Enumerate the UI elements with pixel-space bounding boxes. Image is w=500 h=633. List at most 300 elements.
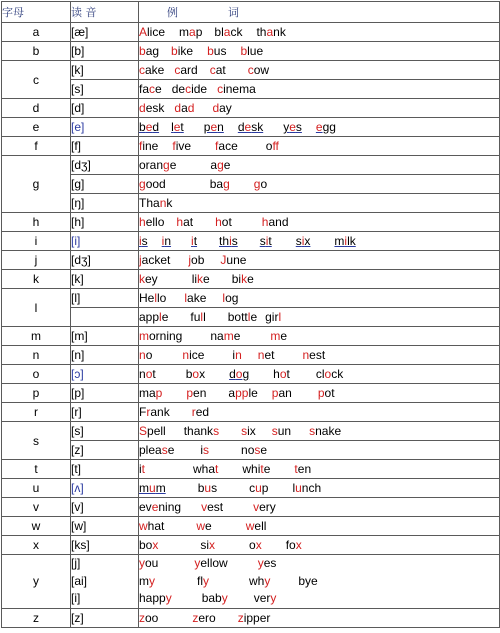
examples-cell xyxy=(139,23,500,42)
example-line xyxy=(139,422,499,440)
highlighted-letters: x xyxy=(209,538,216,552)
highlighted-letters: p xyxy=(155,386,163,400)
example-line xyxy=(139,590,499,608)
example-word xyxy=(200,536,215,554)
highlighted-letters: i xyxy=(161,234,165,248)
highlighted-letters: i xyxy=(139,234,142,248)
highlighted-letters: e xyxy=(244,120,252,134)
example-word xyxy=(193,460,218,478)
example-word xyxy=(139,346,152,364)
word-part: l xyxy=(171,120,174,134)
sound-symbol: [g] xyxy=(71,175,139,194)
word-part: m xyxy=(179,25,190,39)
word-part: o xyxy=(260,177,268,191)
table-row xyxy=(2,384,500,403)
example-word xyxy=(139,213,164,231)
highlighted-letters: l xyxy=(247,310,251,324)
example-word xyxy=(139,403,170,421)
example-word xyxy=(296,232,311,250)
word-part: m xyxy=(334,234,345,248)
highlighted-letters: d xyxy=(212,101,220,115)
examples-cell xyxy=(139,346,500,365)
example-word xyxy=(273,365,290,383)
sound-symbol: [ŋ] xyxy=(71,194,139,213)
word-part: i xyxy=(200,443,204,457)
word-part: cl xyxy=(315,367,325,381)
highlighted-letters: j xyxy=(188,253,192,267)
highlighted-letters: c xyxy=(185,82,192,96)
example-line xyxy=(139,175,499,193)
word-part: oo xyxy=(145,610,159,625)
letter-cell: n xyxy=(2,346,71,365)
highlighted-letters: f xyxy=(172,139,176,153)
word-part: e xyxy=(203,272,210,286)
example-word xyxy=(286,536,302,554)
table-row xyxy=(2,194,500,213)
word-part: pell xyxy=(147,424,166,438)
sound-symbol: [i] xyxy=(71,591,81,605)
letter-cell: o xyxy=(2,365,71,384)
sound-symbol: [z] xyxy=(71,441,139,460)
example-word xyxy=(334,232,355,250)
word-part: ma xyxy=(139,386,156,400)
highlighted-letters: x xyxy=(295,538,302,552)
highlighted-letters: c xyxy=(209,63,216,77)
word-part: t xyxy=(193,234,198,248)
example-line xyxy=(139,403,499,421)
word-part: n xyxy=(139,367,146,381)
word-part: lo xyxy=(157,291,167,305)
word-part: t xyxy=(268,234,272,248)
example-word xyxy=(191,232,197,250)
sound-cell xyxy=(71,555,139,609)
example-word xyxy=(253,498,276,516)
highlighted-letters: i xyxy=(301,234,305,248)
example-word xyxy=(266,137,279,155)
example-line xyxy=(139,61,499,79)
highlighted-letters: y xyxy=(221,591,228,605)
word-part: Tha xyxy=(139,196,160,210)
word-part: ive xyxy=(175,139,192,153)
example-word xyxy=(139,536,158,554)
example-line xyxy=(139,498,499,516)
example-word xyxy=(292,479,321,497)
highlighted-letters: l xyxy=(154,291,158,305)
word-part: ev xyxy=(139,500,152,514)
highlighted-letters: n xyxy=(159,196,167,210)
example-word xyxy=(139,517,164,535)
word-part: ob xyxy=(191,253,205,267)
word-part: t xyxy=(286,367,290,381)
highlighted-letters: g xyxy=(163,158,170,172)
example-line xyxy=(139,42,499,60)
highlighted-letters: s xyxy=(254,443,261,457)
example-word xyxy=(139,498,181,516)
table-row xyxy=(2,156,500,175)
highlighted-letters: e xyxy=(210,120,218,134)
word-part: ard xyxy=(180,63,198,77)
example-word xyxy=(265,308,281,326)
example-word xyxy=(192,403,209,421)
sound-symbol: [t] xyxy=(71,460,139,479)
highlighted-letters: g xyxy=(217,158,224,172)
example-line xyxy=(139,156,499,174)
word-part: ow xyxy=(253,63,270,77)
word-part: c xyxy=(249,481,256,495)
example-line xyxy=(139,270,499,288)
letter-cell: j xyxy=(2,251,71,270)
highlighted-letters: b xyxy=(207,44,214,58)
example-word xyxy=(214,23,242,41)
example-line xyxy=(139,536,499,554)
example-word xyxy=(179,23,202,41)
table-row xyxy=(2,42,500,61)
example-word xyxy=(309,422,341,440)
example-word xyxy=(139,308,168,326)
word-part: s xyxy=(295,234,302,248)
letter-cell: w xyxy=(2,517,71,536)
highlighted-letters: u xyxy=(149,481,156,495)
letter-cell: k xyxy=(2,270,71,289)
table-row xyxy=(2,251,500,270)
word-part: an xyxy=(278,386,292,400)
example-word xyxy=(192,609,215,627)
table-row xyxy=(2,555,500,609)
highlighted-letters: o xyxy=(235,367,243,381)
example-word xyxy=(207,42,226,60)
example-word xyxy=(210,327,240,345)
highlighted-letters: t xyxy=(294,462,298,476)
word-part: nake xyxy=(315,424,342,438)
example-word xyxy=(139,573,155,591)
sound-symbol xyxy=(71,308,139,327)
table-row xyxy=(2,137,500,156)
word-part: e xyxy=(263,462,271,476)
word-part: bl xyxy=(214,25,224,39)
sound-symbol: [n] xyxy=(71,346,139,365)
highlighted-letters: v xyxy=(253,500,260,514)
highlighted-letters: c xyxy=(139,63,145,77)
word-part: x xyxy=(199,367,206,381)
word-part: ake xyxy=(145,63,165,77)
example-word xyxy=(139,479,166,497)
example-word xyxy=(139,555,158,573)
example-word xyxy=(272,422,291,440)
word-part: o xyxy=(265,139,273,153)
header-example-b: 词 xyxy=(228,6,239,19)
highlighted-letters: u xyxy=(204,481,212,495)
word-part: m xyxy=(139,481,149,495)
highlighted-letters: s xyxy=(161,443,168,457)
header-row xyxy=(2,2,500,23)
word-part: ou xyxy=(145,556,159,570)
word-part: li xyxy=(191,272,198,286)
word-part: ipper xyxy=(243,610,271,625)
examples-cell xyxy=(139,498,500,517)
word-part: s xyxy=(211,481,218,495)
highlighted-letters: i xyxy=(191,234,194,248)
table-body xyxy=(2,23,500,628)
highlighted-letters: S xyxy=(139,424,148,438)
letter-cell: x xyxy=(2,536,71,555)
word-part: p xyxy=(261,481,269,495)
sound-symbol: [m] xyxy=(71,327,139,346)
sound-symbol: [z] xyxy=(71,608,139,627)
table-row xyxy=(2,308,500,327)
sound-symbol: [ks] xyxy=(71,536,139,555)
word-part: g xyxy=(242,367,250,381)
highlighted-letters: n xyxy=(257,348,265,362)
example-word xyxy=(197,573,209,591)
highlighted-letters: a xyxy=(266,25,274,39)
example-word xyxy=(139,422,166,440)
example-word xyxy=(139,80,162,98)
letter-cell: b xyxy=(2,42,71,61)
highlighted-letters: c xyxy=(149,82,156,96)
highlighted-letters: d xyxy=(174,101,182,115)
letter-cell: a xyxy=(2,23,71,42)
highlighted-letters: b xyxy=(171,44,178,58)
highlighted-letters: y xyxy=(149,573,155,588)
examples-cell xyxy=(139,384,500,403)
word-part: ero xyxy=(198,610,216,625)
highlighted-letters: o xyxy=(324,367,332,381)
example-word xyxy=(318,384,335,402)
word-part: e xyxy=(247,272,254,286)
highlighted-letters: e xyxy=(173,120,181,134)
sound-symbol: [dʒ] xyxy=(71,156,139,175)
highlighted-letters: r xyxy=(146,405,151,419)
examples-cell xyxy=(139,232,500,251)
example-word xyxy=(182,346,204,364)
example-line xyxy=(139,346,499,364)
example-word xyxy=(139,118,159,136)
highlighted-letters: b xyxy=(139,44,146,58)
example-word xyxy=(222,289,238,307)
highlighted-letters: w xyxy=(245,519,255,533)
word-part: une xyxy=(226,253,247,267)
example-word xyxy=(139,384,162,402)
highlighted-letters: l xyxy=(222,291,226,305)
word-part: o xyxy=(145,348,153,362)
example-word xyxy=(210,156,230,174)
word-part: at xyxy=(183,215,194,229)
sound-symbol: [i] xyxy=(71,232,139,251)
word-part: thank xyxy=(183,424,214,438)
letter-cell: c xyxy=(2,61,71,99)
word-part: e xyxy=(260,443,268,457)
word-part: whi xyxy=(242,462,261,476)
word-part: esk xyxy=(145,101,165,115)
word-part: e xyxy=(205,519,212,533)
example-line xyxy=(139,609,499,627)
letter-cell: f xyxy=(2,137,71,156)
sound-symbol: [p] xyxy=(71,384,139,403)
sound-symbol: [w] xyxy=(71,517,139,536)
word-part: ell xyxy=(254,519,267,533)
word-part: n xyxy=(217,120,224,134)
examples-cell xyxy=(139,118,500,137)
highlighted-letters: s xyxy=(241,424,248,438)
word-part: ay xyxy=(219,101,232,115)
example-word xyxy=(248,61,269,79)
highlighted-letters: w xyxy=(196,519,206,533)
example-line xyxy=(139,289,499,307)
highlighted-letters: ff xyxy=(272,139,279,153)
word-part: p xyxy=(203,120,211,134)
highlighted-letters: f xyxy=(139,139,143,153)
example-word xyxy=(270,327,287,345)
word-part: un xyxy=(277,424,292,438)
examples-cell xyxy=(139,308,500,327)
highlighted-letters: t xyxy=(141,462,146,476)
word-part: s xyxy=(295,120,302,134)
word-part: and xyxy=(268,215,289,229)
highlighted-letters: g xyxy=(223,177,230,191)
highlighted-letters: m xyxy=(223,329,234,343)
table-row xyxy=(2,99,500,118)
word-part: happ xyxy=(139,591,166,605)
letter-cell: y xyxy=(2,555,71,609)
example-word xyxy=(139,61,164,79)
sound-symbol: [s] xyxy=(71,422,139,441)
word-part: d xyxy=(237,120,245,134)
sound-symbol: [ai] xyxy=(71,573,88,588)
example-word xyxy=(232,270,254,288)
highlighted-letters: k xyxy=(241,272,248,286)
highlighted-letters: s xyxy=(203,443,210,457)
word-part: m xyxy=(139,573,149,588)
example-word xyxy=(241,422,256,440)
highlighted-letters: j xyxy=(139,253,142,267)
phonics-table xyxy=(1,1,500,628)
word-part: bi xyxy=(231,272,242,286)
word-part: d xyxy=(229,367,236,381)
highlighted-letters: o xyxy=(192,367,200,381)
letter-cell: v xyxy=(2,498,71,517)
header-example-a: 例 xyxy=(167,6,178,19)
sound-symbol: [k] xyxy=(71,61,139,80)
letter-cell: e xyxy=(2,118,71,137)
table-row xyxy=(2,479,500,498)
example-line xyxy=(139,23,499,41)
word-part: ver xyxy=(253,591,271,605)
letter-cell: r xyxy=(2,403,71,422)
word-part: wh xyxy=(249,573,265,588)
highlighted-letters: i xyxy=(344,234,348,248)
word-part: ace xyxy=(218,139,238,153)
examples-cell xyxy=(139,99,500,118)
word-part: ake xyxy=(187,291,207,305)
word-part: ood xyxy=(145,177,166,191)
word-part: ike xyxy=(177,44,194,58)
word-part: ck xyxy=(230,25,243,39)
word-part: fu xyxy=(190,310,201,324)
word-part: t xyxy=(180,120,184,134)
word-part: ck xyxy=(331,367,344,381)
word-part: ag xyxy=(145,44,160,58)
example-word xyxy=(215,213,232,231)
word-part: lue xyxy=(247,44,264,58)
examples-cell xyxy=(139,289,500,308)
highlighted-letters: s xyxy=(309,424,316,438)
sound-symbol: [v] xyxy=(71,498,139,517)
example-word xyxy=(283,118,302,136)
highlighted-letters: u xyxy=(255,481,262,495)
word-part: ix xyxy=(247,424,256,438)
word-part: bab xyxy=(201,591,222,605)
highlighted-letters: e xyxy=(151,500,159,514)
example-line xyxy=(139,118,499,136)
example-word xyxy=(171,118,184,136)
example-word xyxy=(139,441,174,459)
example-word xyxy=(139,609,158,627)
letter-cell: d xyxy=(2,99,71,118)
word-part: a xyxy=(228,386,236,400)
word-part: bott xyxy=(227,310,248,324)
highlighted-letters: d xyxy=(139,101,146,115)
highlighted-letters: s xyxy=(213,424,220,438)
word-part: ellow xyxy=(200,556,228,570)
example-line xyxy=(139,232,499,250)
example-word xyxy=(176,213,193,231)
word-part: ed xyxy=(195,405,210,419)
word-part: bo xyxy=(139,538,153,552)
highlighted-letters: l xyxy=(200,310,204,324)
word-part: orning xyxy=(149,329,183,343)
sound-symbol: [j] xyxy=(71,556,81,570)
example-line xyxy=(139,441,499,459)
word-part: fo xyxy=(285,538,296,552)
example-word xyxy=(212,99,231,117)
table-row xyxy=(2,327,500,346)
examples-cell xyxy=(139,460,500,479)
word-part: l xyxy=(292,481,296,495)
example-word xyxy=(139,289,166,307)
word-part: si xyxy=(200,538,210,552)
word-part: m xyxy=(155,481,166,495)
highlighted-letters: n xyxy=(139,348,146,362)
sound-symbol: [æ] xyxy=(71,23,139,42)
table-row xyxy=(2,80,500,99)
word-part: ide xyxy=(191,82,208,96)
letter-cell: u xyxy=(2,479,71,498)
word-part: l xyxy=(203,310,206,324)
examples-cell xyxy=(139,194,500,213)
highlighted-letters: x xyxy=(255,538,262,552)
example-word xyxy=(171,42,193,60)
examples-cell xyxy=(139,61,500,80)
word-part: a xyxy=(210,158,218,172)
example-word xyxy=(192,270,210,288)
sound-symbol: [b] xyxy=(71,42,139,61)
highlighted-letters: i xyxy=(229,234,232,248)
examples-cell xyxy=(139,80,500,99)
example-word xyxy=(196,517,211,535)
example-word xyxy=(242,460,270,478)
table-row xyxy=(2,232,500,251)
word-part: at xyxy=(215,63,226,77)
table-row xyxy=(2,536,500,555)
sound-symbol: [k] xyxy=(71,270,139,289)
example-word xyxy=(238,609,271,627)
table-row xyxy=(2,270,500,289)
example-word xyxy=(258,555,277,573)
highlighted-letters: l xyxy=(184,291,188,305)
word-part: wha xyxy=(193,462,216,476)
example-word xyxy=(228,384,257,402)
word-part: bye xyxy=(298,573,318,588)
